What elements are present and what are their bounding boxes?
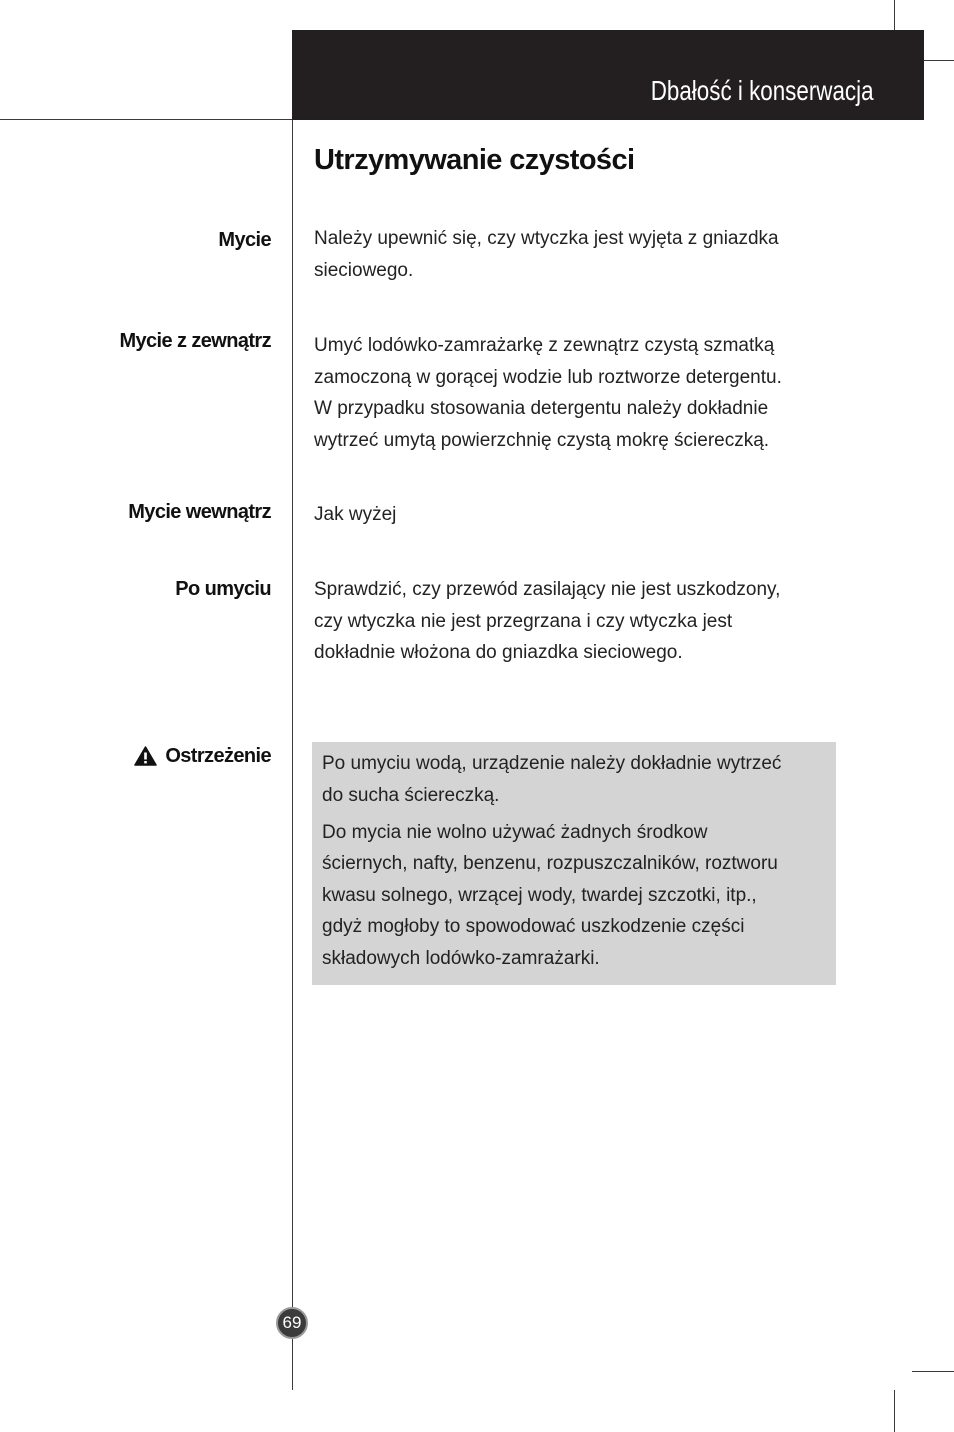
left-header-rule — [0, 119, 292, 120]
crop-mark-bottom-vertical — [894, 1390, 895, 1432]
section-label-mycie-wewnatrz: Mycie wewnątrz — [128, 501, 271, 523]
page-title: Utrzymywanie czystości — [314, 144, 635, 176]
section-body-mycie-z-zewnatrz — [314, 330, 834, 456]
body-line: Umyć lodówko-zamrażarkę z zewnątrz czystą szmatką — [314, 335, 775, 356]
body-line: W przypadku stosowania detergentu należy dokładnie — [314, 398, 769, 419]
warning-line: Do mycia nie wolno używać żadnych środkow — [322, 821, 708, 843]
warning-line: ściernych, nafty, benzenu, rozpuszczalników, roztworu — [322, 853, 778, 874]
warning-paragraph — [322, 748, 826, 811]
section-body-mycie — [314, 223, 834, 286]
chapter-header-bar — [292, 30, 924, 120]
body-line: Sprawdzić, czy przewód zasilający nie jest uszkodzony, — [314, 579, 781, 600]
warning-line: gdyż mogłoby to spowodować uszkodzenie części — [322, 916, 745, 937]
warning-line: do sucha ściereczką. — [322, 784, 500, 806]
warning-line: składowych lodówko-zamrażarki. — [322, 947, 600, 969]
body-line: dokładnie włożona do gniazdka sieciowego. — [314, 642, 683, 663]
chapter-title: Dbałość i konserwacja — [651, 75, 874, 106]
section-body-mycie-wewnatrz — [314, 499, 834, 531]
warning-line: Po umyciu wodą, urządzenie należy dokładnie wytrzeć — [322, 753, 782, 774]
crop-mark-bottom-horizontal — [912, 1371, 954, 1372]
crop-mark-top-vertical — [894, 0, 895, 30]
warning-line: kwasu solnego, wrzącej wody, twardej szczotki, itp., — [322, 884, 757, 906]
section-label-po-umyciu: Po umyciu — [175, 578, 271, 600]
section-label-mycie: Mycie — [218, 229, 271, 251]
warning-label-text: Ostrzeżenie — [165, 745, 271, 767]
warning-label — [0, 744, 271, 768]
body-line: Należy upewnić się, czy wtyczka jest wyjęta z gniazdka — [314, 228, 779, 249]
section-body-po-umyciu — [314, 574, 834, 669]
section-label-mycie-z-zewnatrz: Mycie z zewnątrz — [119, 330, 271, 352]
page-number: 69 — [276, 1307, 308, 1339]
warning-triangle-icon — [134, 746, 157, 766]
warning-box — [312, 742, 836, 985]
body-line: czy wtyczka nie jest przegrzana i czy wtyczka jest — [314, 610, 733, 632]
warning-paragraph — [322, 817, 826, 975]
body-line: wytrzeć umytą powierzchnię czystą mokrę ściereczką. — [314, 429, 770, 451]
body-line: Jak wyżej — [314, 504, 397, 525]
column-divider — [292, 30, 293, 1390]
body-line: zamoczoną w gorącej wodzie lub roztworze detergentu. — [314, 366, 782, 388]
body-line: sieciowego. — [314, 259, 414, 281]
crop-mark-top-horizontal — [924, 60, 954, 61]
